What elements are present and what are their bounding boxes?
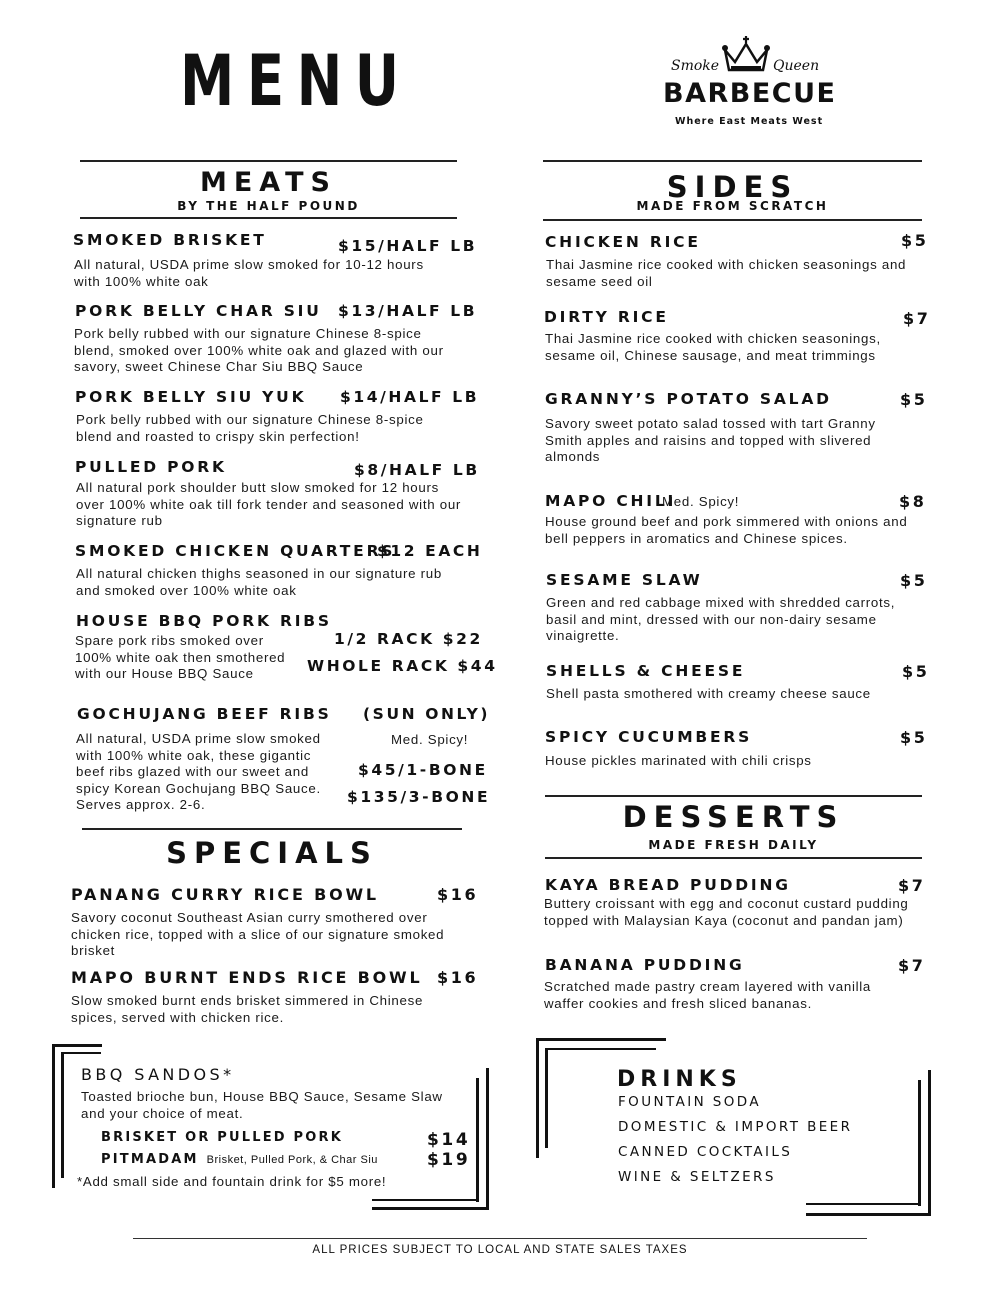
meat-item-price: 1/2 RACK $22 [334, 630, 483, 648]
meat-item-name: PORK BELLY CHAR SIU [75, 302, 322, 320]
side-item-name: SPICY CUCUMBERS [545, 728, 753, 746]
drink-item: FOUNTAIN SODA [618, 1094, 761, 1110]
sando-option-price: $14 [427, 1130, 471, 1150]
side-item-name: SESAME SLAW [546, 571, 703, 589]
side-item-price: $5 [901, 231, 929, 250]
side-item-desc: Thai Jasmine rice cooked with chicken seasonings and sesame seed oil [546, 257, 907, 289]
meat-item-name: GOCHUJANG BEEF RIBS [77, 705, 332, 723]
drinks-heading: DRINKS [617, 1067, 742, 1092]
brand-logo [655, 36, 840, 132]
side-item-desc: Thai Jasmine rice cooked with chicken seasonings, sesame oil, Chinese sausage, and meat trimmings [545, 331, 881, 363]
spicy-note: Med. Spicy! [662, 494, 740, 509]
side-item-price: $8 [899, 492, 927, 511]
logo-script-left: Smoke [671, 58, 720, 74]
side-item-price: $5 [900, 571, 928, 590]
meat-item-desc: All natural, USDA prime slow smoked with 100% white oak, these gigantic beef ribs glazed with our sweet and spicy Korean Gochujang BBQ Sauce. Serves approx. 2-6. [76, 731, 321, 812]
meat-item-price: $13/HALF LB [338, 302, 478, 320]
side-item-name: SHELLS & CHEESE [546, 662, 746, 680]
meat-item-name: PORK BELLY SIU YUK [75, 388, 307, 406]
dessert-item-price: $7 [898, 956, 926, 975]
dessert-item-price: $7 [898, 876, 926, 895]
side-item-name: DIRTY RICE [544, 308, 669, 326]
meat-item-name: PULLED PORK [75, 458, 227, 476]
desserts-subheading: MADE FRESH DAILY [648, 838, 819, 852]
logo-tagline: Where East Meats West [675, 116, 824, 127]
logo-brand: BARBECUE [663, 78, 837, 109]
drink-item: WINE & SELTZERS [618, 1169, 776, 1185]
meats-subheading: BY THE HALF POUND [177, 199, 360, 213]
side-item-name: MAPO CHILI [545, 492, 677, 510]
side-item-desc: Green and red cabbage mixed with shredded carrots, basil and mint, dressed with our non-dairy sesame vinaigrette. [546, 595, 896, 643]
side-item-price: $5 [902, 662, 930, 681]
menu-title: MENU [180, 40, 412, 122]
desserts-heading: DESSERTS [622, 800, 845, 834]
drink-item: DOMESTIC & IMPORT BEER [618, 1119, 853, 1135]
meat-item-name: SMOKED CHICKEN QUARTERS [75, 542, 396, 560]
sando-option-name: PITMADAM Brisket, Pulled Pork, & Char Siu [101, 1152, 378, 1167]
drink-item: CANNED COCKTAILS [618, 1144, 793, 1160]
dessert-item-desc: Scratched made pastry cream layered with vanilla waffer cookies and fresh sliced bananas. [544, 979, 872, 1011]
meats-heading: MEATS [200, 167, 337, 198]
sando-option-name: BRISKET OR PULLED PORK [101, 1130, 343, 1145]
side-item-price: $5 [900, 390, 928, 409]
side-item-name: GRANNY’S POTATO SALAD [545, 390, 832, 408]
crown-icon [719, 36, 773, 74]
meat-item-price-alt: $135/3-BONE [347, 788, 491, 806]
meat-item-price: (SUN ONLY) [363, 705, 491, 723]
special-item-name: PANANG CURRY RICE BOWL [71, 885, 379, 904]
meat-item-desc: Pork belly rubbed with our signature Chinese 8-spice blend and roasted to crispy skin perfection! [76, 412, 424, 444]
meat-item-price: $8/HALF LB [354, 461, 480, 479]
spicy-note: Med. Spicy! [391, 732, 469, 747]
sandos-desc: Toasted brioche bun, House BBQ Sauce, Sesame Slaw and your choice of meat. [81, 1089, 443, 1121]
sando-option-price: $19 [427, 1150, 471, 1170]
side-item-name: CHICKEN RICE [545, 233, 701, 251]
special-item-desc: Slow smoked burnt ends brisket simmered in Chinese spices, served with chicken rice. [71, 993, 424, 1025]
special-item-desc: Savory coconut Southeast Asian curry smothered over chicken rice, topped with a slice of our signature smoked brisket [71, 910, 445, 958]
meat-item-desc: Pork belly rubbed with our signature Chinese 8-spice blend, smoked over 100% white oak and glazed with our savory, sweet Chinese Char Siu BBQ Sauce [74, 326, 444, 374]
side-item-desc: House ground beef and pork simmered with onions and bell peppers in aromatics and Chinese spices. [545, 514, 908, 546]
meat-item-desc: Spare pork ribs smoked over 100% white oak then smothered with our House BBQ Sauce [75, 633, 286, 681]
side-item-desc: Shell pasta smothered with creamy cheese sauce [546, 686, 871, 701]
side-item-price: $7 [903, 309, 931, 328]
dessert-item-name: KAYA BREAD PUDDING [545, 876, 791, 894]
footer-tax-note: ALL PRICES SUBJECT TO LOCAL AND STATE SALES TAXES [312, 1244, 688, 1256]
sides-heading: SIDES [666, 170, 799, 204]
meat-item-desc: All natural chicken thighs seasoned in our signature rub and smoked over 100% white oak [76, 566, 442, 598]
meat-item-price: $15/HALF LB [338, 237, 478, 255]
special-item-name: MAPO BURNT ENDS RICE BOWL [71, 968, 423, 987]
dessert-item-name: BANANA PUDDING [545, 956, 745, 974]
meat-item-name: HOUSE BBQ PORK RIBS [76, 612, 332, 630]
dessert-item-desc: Buttery croissant with egg and coconut custard pudding topped with Malaysian Kaya (coconut and pandan jam) [544, 896, 909, 928]
side-item-price: $5 [900, 728, 928, 747]
sandos-note: *Add small side and fountain drink for $5 more! [77, 1174, 387, 1189]
meat-item-price: $14/HALF LB [340, 388, 480, 406]
sandos-heading: BBQ SANDOS* [81, 1065, 235, 1084]
special-item-price: $16 [437, 885, 479, 904]
logo-script-right: Queen [773, 58, 820, 74]
meat-item-price-alt: WHOLE RACK $44 [307, 657, 498, 675]
special-item-price: $16 [437, 968, 479, 987]
meat-item-name: SMOKED BRISKET [73, 231, 267, 249]
meat-item-desc: All natural, USDA prime slow smoked for 10-12 hours with 100% white oak [74, 257, 424, 289]
sando-option-detail: Brisket, Pulled Pork, & Char Siu [206, 1154, 378, 1166]
side-item-desc: Savory sweet potato salad tossed with tart Granny Smith apples and raisins and topped with slivered almonds [545, 416, 876, 464]
side-item-desc: House pickles marinated with chili crisps [545, 753, 812, 768]
sides-subheading: MADE FROM SCRATCH [636, 199, 829, 213]
meat-item-price: $12 EACH [377, 542, 483, 560]
meat-item-desc: All natural pork shoulder butt slow smoked for 12 hours over 100% white oak till fork tender and seasoned with our signature rub [76, 480, 462, 528]
meat-item-price-alt: $45/1-BONE [358, 761, 488, 779]
specials-heading: SPECIALS [166, 836, 378, 870]
